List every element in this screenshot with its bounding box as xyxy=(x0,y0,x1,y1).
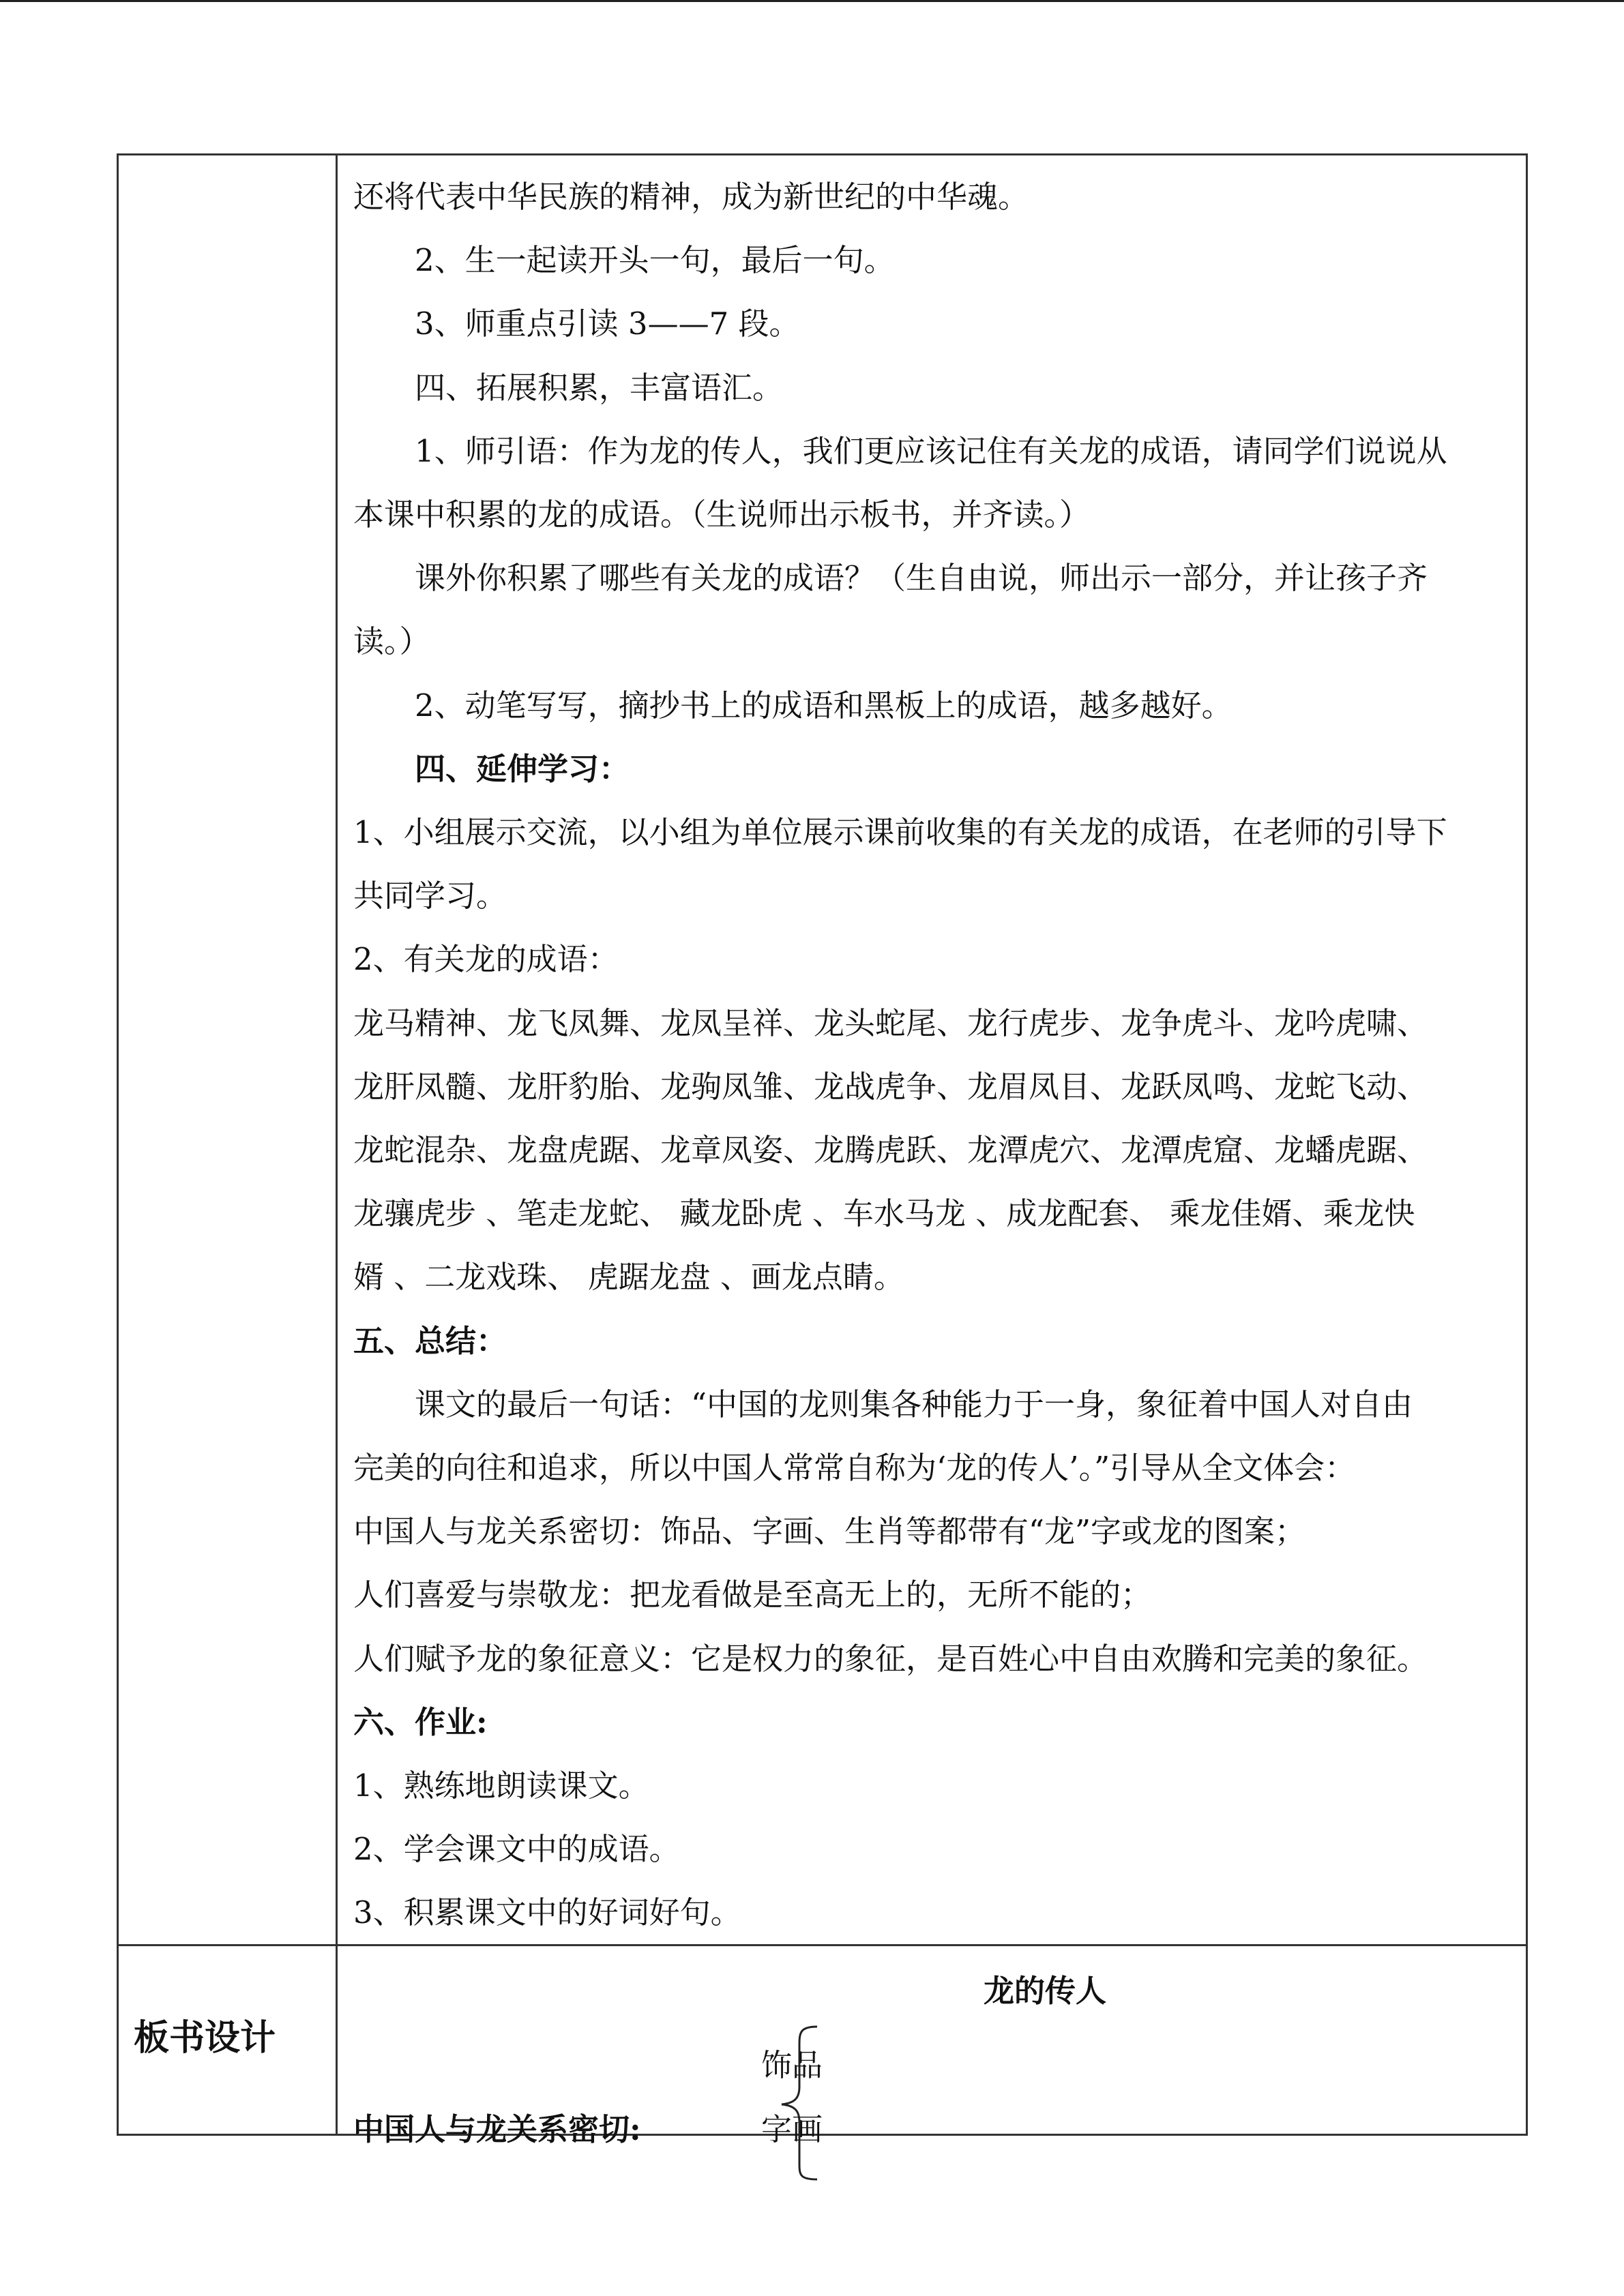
lesson-line: 共同学习。 xyxy=(353,878,507,914)
lesson-line: 六、作业: xyxy=(353,1703,488,1740)
lesson-line: 龙蛇混杂、龙盘虎踞、龙章凤姿、龙腾虎跃、龙潭虎穴、龙潭虎窟、龙蟠虎踞、 xyxy=(353,1132,1428,1169)
lesson-line: 龙肝凤髓、龙肝豹胎、龙驹凤雏、龙战虎争、龙眉凤目、龙跃凤鸣、龙蛇飞动、 xyxy=(353,1068,1428,1105)
lesson-line: 人们赋予龙的象征意义：它是权力的象征，是百姓心中自由欢腾和完美的象征。 xyxy=(353,1640,1428,1677)
lesson-line: 龙马精神、龙飞凤舞、龙凤呈祥、龙头蛇尾、龙行虎步、龙争虎斗、龙吟虎啸、 xyxy=(353,1004,1428,1041)
board-design-label: 板书设计 xyxy=(134,2017,276,2059)
lesson-line: 四、拓展积累，丰富语汇。 xyxy=(415,369,784,406)
lesson-line: 课外你积累了哪些有关龙的成语？（生自由说，师出示一部分，并让孩子齐 xyxy=(415,560,1428,597)
lesson-line: 1、小组展示交流，以小组为单位展示课前收集的有关龙的成语，在老师的引导下 xyxy=(353,814,1447,851)
board-main-point: 中国人与龙关系密切: xyxy=(353,2111,641,2147)
lesson-line: 2、动笔写写，摘抄书上的成语和黑板上的成语，越多越好。 xyxy=(415,687,1232,724)
lesson-line: 1、熟练地朗读课文。 xyxy=(353,1768,649,1804)
lesson-line: 中国人与龙关系密切：饰品、字画、生肖等都带有“龙”字或龙的图案； xyxy=(353,1513,1306,1550)
lesson-line: 3、师重点引读 3——7 段。 xyxy=(415,305,800,342)
lesson-line: 2、学会课文中的成语。 xyxy=(353,1831,680,1868)
lesson-line: 3、积累课文中的好词好句。 xyxy=(353,1894,741,1931)
lesson-line: 婿 、二龙戏珠、 虎踞龙盘 、画龙点睛。 xyxy=(353,1259,904,1296)
board-item-ornaments: 饰品 xyxy=(761,2047,823,2083)
lesson-line: 2、有关龙的成语： xyxy=(353,941,619,978)
lesson-line: 还将代表中华民族的精神，成为新世纪的中华魂。 xyxy=(353,179,1029,215)
board-title: 龙的传人 xyxy=(983,1973,1106,2009)
lesson-line: 五、总结： xyxy=(353,1322,507,1359)
lesson-line: 1、师引语：作为龙的传人，我们更应该记住有关龙的成语，请同学们说说从 xyxy=(415,432,1447,469)
lesson-line: 2、生一起读开头一句，最后一句。 xyxy=(415,242,895,279)
lesson-line: 课文的最后一句话：“中国的龙则集各种能力于一身，象征着中国人对自由 xyxy=(415,1386,1413,1422)
lesson-line: 龙骧虎步 、笔走龙蛇、 藏龙卧虎 、车水马龙 、成龙配套、 乘龙佳婿、乘龙快 xyxy=(353,1195,1415,1232)
lesson-line: 本课中积累的龙的成语。（生说师出示板书，并齐读。） xyxy=(353,496,1091,533)
lesson-line: 读。） xyxy=(353,623,430,660)
lesson-table xyxy=(117,153,1528,2147)
column-divider xyxy=(336,155,338,2134)
board-item-calligraphy: 字画 xyxy=(761,2111,823,2147)
lesson-line: 四、延伸学习： xyxy=(415,750,630,787)
page-top-line xyxy=(0,0,1624,2)
lesson-content xyxy=(353,165,1513,1945)
lesson-line: 人们喜爱与崇敬龙：把龙看做是至高无上的，无所不能的； xyxy=(353,1577,1152,1613)
lesson-line: 完美的向往和追求，所以中国人常常自称为‘龙的传人’。”引导从全文体会： xyxy=(353,1450,1356,1487)
